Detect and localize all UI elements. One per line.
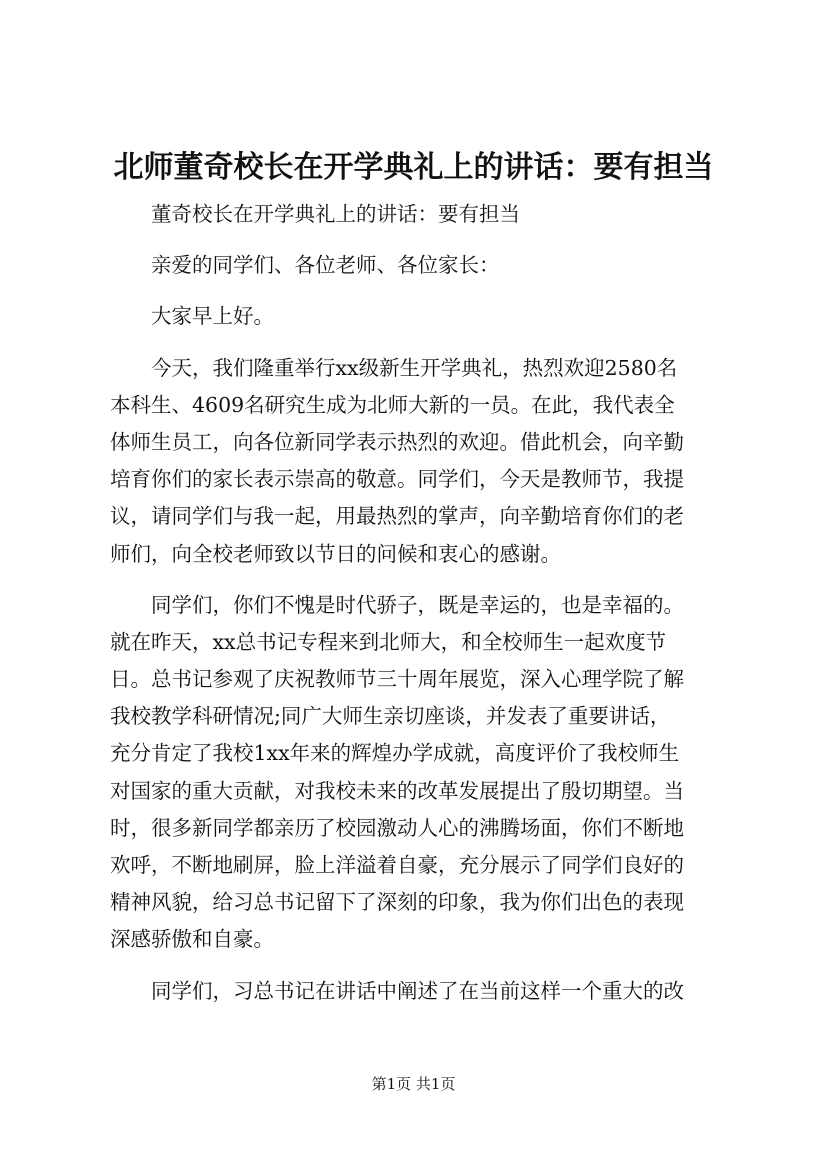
- paragraph-line: 就在昨天，xx总书记专程来到北师大，和全校师生一起欢度节: [110, 629, 667, 654]
- paragraph-line: 同学们，你们不愧是时代骄子，既是幸运的，也是幸福的。: [151, 592, 684, 617]
- page-footer: 第1页 共1页: [371, 1075, 456, 1093]
- paragraph-line: 培育你们的家长表示崇高的敬意。同学们，今天是教师节，我提: [110, 467, 684, 492]
- paragraph-gap: [110, 959, 725, 973]
- document-title: 北师董奇校长在开学典礼上的讲话：要有担当: [113, 150, 714, 185]
- paragraph-2: [110, 587, 725, 959]
- paragraph-line: 本科生、4609名研究生成为北师大新的一员。在此，我代表全: [110, 392, 675, 417]
- paragraph-line: 体师生员工，向各位新同学表示热烈的欢迎。借此机会，向辛勤: [110, 429, 684, 454]
- paragraph-line: 同学们，习总书记在讲话中阐述了在当前这样一个重大的改: [151, 978, 684, 1003]
- paragraph-line: 我校教学科研情况;同广大师生亲切座谈，并发表了重要讲话，: [110, 704, 671, 729]
- paragraph-line: 今天，我们隆重举行xx级新生开学典礼，热烈欢迎2580名: [151, 355, 678, 380]
- subtitle-line: 董奇校长在开学典礼上的讲话：要有担当: [151, 202, 520, 226]
- paragraph-line: 议，请同学们与我一起，用最热烈的掌声，向辛勤培育你们的老: [110, 504, 684, 529]
- paragraph-line: 欢呼，不断地刷屏，脸上洋溢着自豪，充分展示了同学们良好的: [110, 853, 684, 877]
- paragraph-gap: [110, 336, 725, 350]
- paragraph-line: 深感骄傲和自豪。: [110, 927, 274, 952]
- paragraph-gap: [110, 284, 725, 298]
- paragraph-gap: [110, 233, 725, 247]
- paragraph-line: 日。总书记参观了庆祝教师节三十周年展览，深入心理学院了解: [110, 667, 684, 692]
- paragraph-line: 时，很多新同学都亲历了校园激动人心的沸腾场面，你们不断地: [110, 815, 684, 840]
- paragraph-line: 对国家的重大贡献，对我校未来的改革发展提出了殷切期望。当: [110, 778, 684, 803]
- paragraph-gap: [110, 573, 725, 587]
- document-body: [110, 196, 725, 1010]
- paragraph-1: [110, 350, 725, 573]
- greeting-line: 大家早上好。: [151, 304, 274, 329]
- paragraph-line: 充分肯定了我校1xx年来的辉煌办学成就，高度评价了我校师生: [110, 741, 680, 766]
- paragraph-line: 精神风貌，给习总书记留下了深刻的印象，我为你们出色的表现: [110, 890, 684, 915]
- paragraph-line: 师们，向全校老师致以节日的问候和衷心的感谢。: [110, 541, 561, 566]
- salutation-line: 亲爱的同学们、各位老师、各位家长：: [151, 253, 500, 278]
- paragraph-3: [110, 973, 725, 1010]
